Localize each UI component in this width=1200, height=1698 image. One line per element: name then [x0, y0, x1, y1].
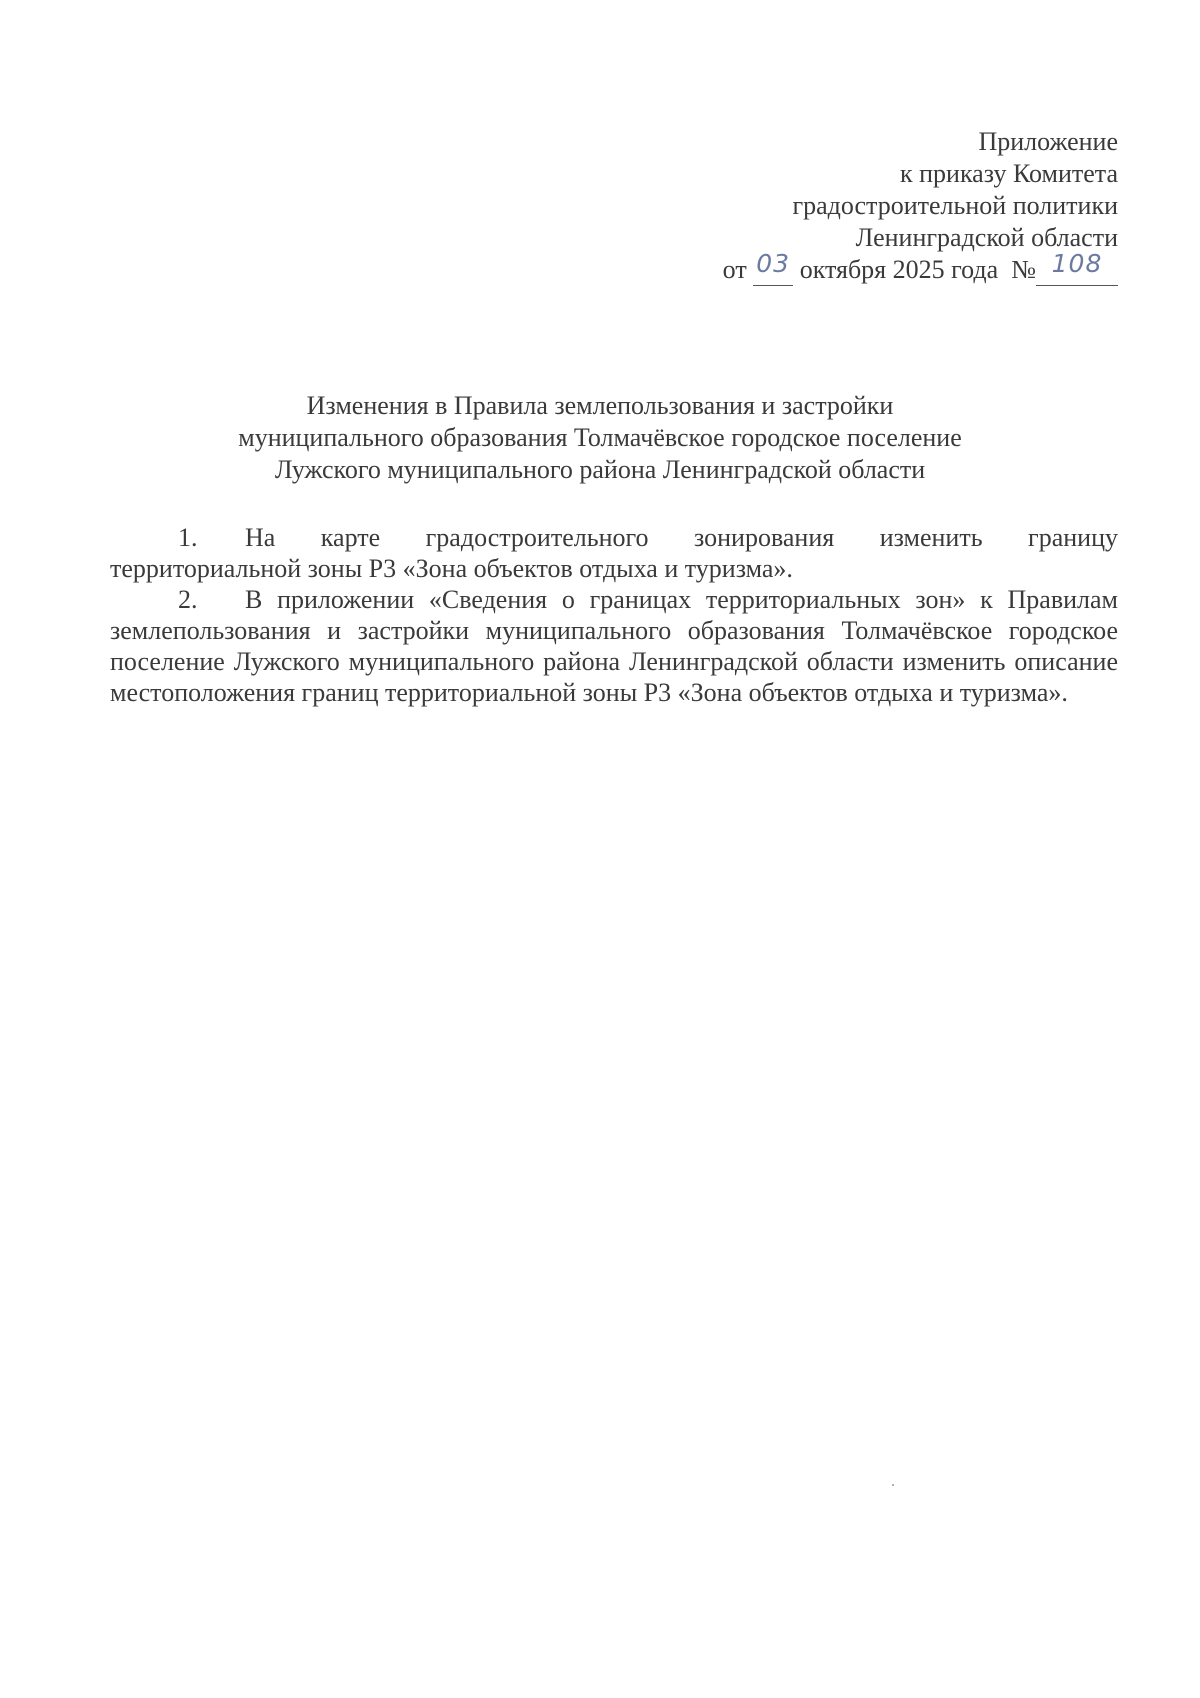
number-prefix: № — [1011, 255, 1036, 284]
list-item — [110, 522, 1118, 584]
order-number-field — [1036, 249, 1118, 286]
order-number-handwritten: 108 — [1051, 249, 1103, 278]
attachment-date-line — [598, 249, 1118, 286]
date-rest: октября 2025 года — [799, 255, 999, 284]
attachment-title: Приложение — [978, 127, 1118, 156]
title-line-2: муниципального образования Толмачёвское городское поселение — [238, 423, 962, 452]
attachment-header — [598, 126, 1118, 286]
scan-speck — [892, 1484, 894, 1486]
list-item — [110, 584, 1118, 708]
attachment-committee: градостроительной политики — [792, 191, 1118, 220]
item-number: 2. — [178, 585, 198, 614]
item-text: На карте градостроительного зонирования изменить границу территориальной зоны Р3 «Зона объектов отдыха и туризма». — [110, 523, 1118, 583]
title-line-3: Лужского муниципального района Ленинградской области — [274, 455, 926, 484]
document-body — [110, 522, 1118, 708]
date-day-field — [753, 249, 793, 286]
title-line-1: Изменения в Правила землепользования и застройки — [306, 391, 894, 420]
attachment-order-ref: к приказу Комитета — [899, 159, 1118, 188]
item-number: 1. — [178, 523, 198, 552]
date-prefix: от — [722, 255, 747, 284]
date-day-handwritten: 03 — [756, 249, 791, 278]
document-title — [0, 390, 1200, 486]
attachment-region: Ленинградской области — [855, 223, 1118, 252]
item-text: В приложении «Сведения о границах территориальных зон» к Правилам землепользования и застройки муниципального образования Толмачёвское городское поселение Лужского муниципального района Ленинградской области изменить описание местоположения границ территориальной зоны Р3 «Зона объектов отдыха и туризма». — [110, 585, 1118, 707]
